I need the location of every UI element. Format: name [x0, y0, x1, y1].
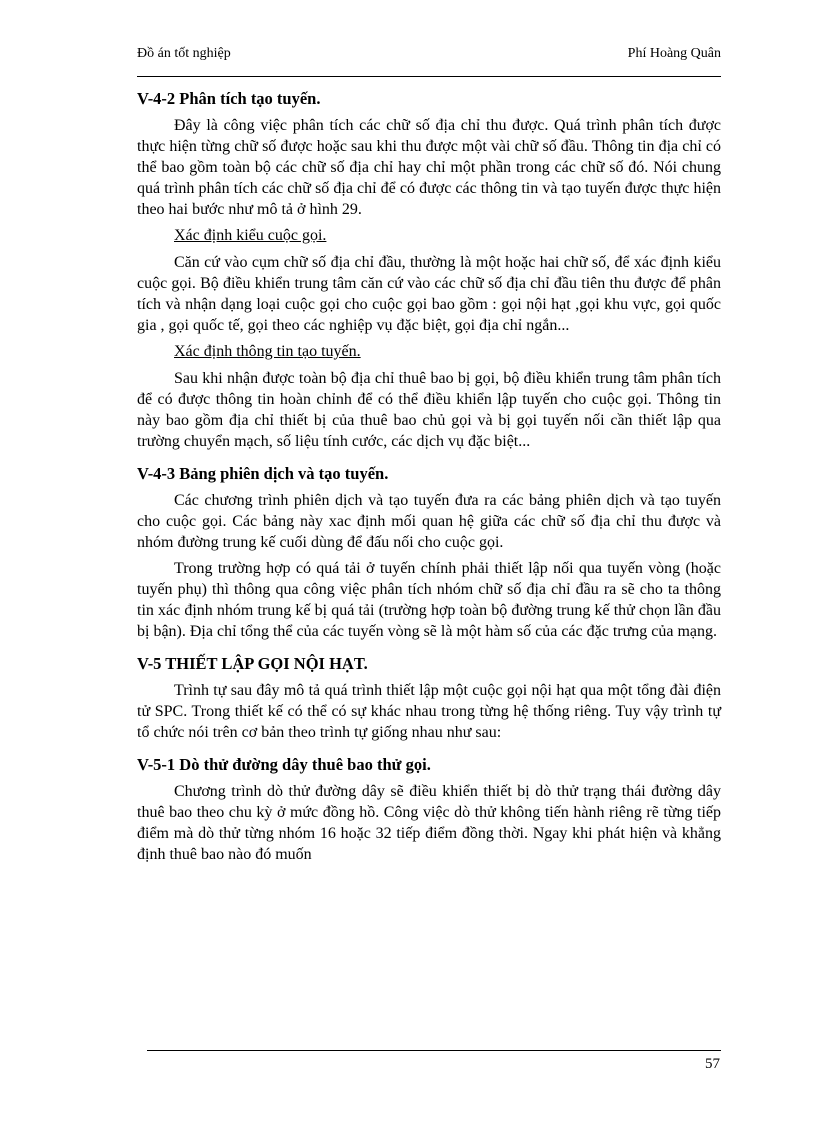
subheading-call-type: Xác định kiểu cuộc gọi. [174, 227, 327, 244]
paragraph: Đây là công việc phân tích các chữ số địa chỉ thu được. Quá trình phân tích được thực hiện từng chữ số được hoặc sau khi thu được một vài chữ số đầu. Thông tin địa chỉ có thể bao gồm toàn bộ các chữ số địa chỉ hay chỉ một phần trong các chữ số đó. Nói chung quá trình phân tích các chữ số địa chỉ để có được các thông tin và tạo tuyến được thực hiện theo hai bước như mô tả ở hình 29. [137, 117, 721, 218]
subheading-routing-info: Xác định thông tin tạo tuyến. [174, 343, 361, 360]
section-heading-v-4-3: V-4-3 Bảng phiên dịch và tạo tuyến. [137, 464, 389, 483]
paragraph: Các chương trình phiên dịch và tạo tuyến đưa ra các bảng phiên dịch và tạo tuyến cho cuộc gọi. Các bảng này xac định mối quan hệ giữa các chữ số địa chỉ thu được và nhóm đường trung kế cuối dùng để đấu nối cho cuộc gọi. [137, 492, 721, 551]
page-number: 57 [705, 1056, 720, 1072]
header-document-title: Đồ án tốt nghiệp [137, 46, 231, 61]
paragraph: Chương trình dò thử đường dây sẽ điều khiển thiết bị dò thử trạng thái đường dây thuê bao theo chu kỳ ở mức đồng hồ. Công việc dò thử không tiến hành riêng rẽ từng tiếp điểm mà dò thử từng nhóm 16 hoặc 32 tiếp điểm đồng thời. Ngay khi phát hiện và khẳng định thuê bao nào đó muốn [137, 783, 721, 863]
paragraph: Sau khi nhận được toàn bộ địa chỉ thuê bao bị gọi, bộ điều khiển trung tâm phân tích để có được thông tin hoàn chỉnh để có thể điều khiển lập tuyến cho cuộc gọi. Thông tin này bao gồm địa chỉ thiết bị của thuê bao chủ gọi và bị gọi tuyến nối cần thiết lập qua trường chuyển mạch, số liệu tính cước, các dịch vụ đặc biệt... [137, 370, 721, 450]
paragraph: Căn cứ vào cụm chữ số địa chỉ đầu, thường là một hoặc hai chữ số, để xác định kiểu cuộc gọi. Bộ điều khiển trung tâm căn cứ vào các chữ số địa chỉ đầu tiên thu được để phân tích và nhận dạng loại cuộc gọi cho cuộc gọi bao gồm : gọi nội hạt ,gọi khu vực, gọi quốc gia , gọi quốc tế, gọi theo các nghiệp vụ đặc biệt, gọi địa chỉ ngắn... [137, 254, 721, 334]
paragraph: Trong trường hợp có quá tải ở tuyến chính phải thiết lập nối qua tuyến vòng (hoặc tuyến phụ) thì thông qua công việc phân tích nhóm chữ số địa chỉ đầu ra sẽ cho ta thông tin xác định nhóm trung kế bị quá tải (trường hợp toàn bộ đường trung kế thử chọn lần đầu bị bận). Địa chỉ tổng thể của các tuyến vòng sẽ là một hàm số của các đặc trưng của mạng. [137, 560, 721, 640]
section-heading-v-4-2: V-4-2 Phân tích tạo tuyến. [137, 89, 321, 108]
paragraph: Trình tự sau đây mô tả quá trình thiết lập một cuộc gọi nội hạt qua một tổng đài điện tử SPC. Trong thiết kế có thể có sự khác nhau trong từng hệ thống riêng. Tuy vậy trình tự tổ chức nói trên cơ bản theo trình tự giống nhau như sau: [137, 682, 721, 741]
page-body [137, 88, 721, 870]
footer-rule [147, 1050, 721, 1051]
section-heading-v-5-1: V-5-1 Dò thử đường dây thuê bao thử gọi. [137, 755, 431, 774]
page-header [137, 46, 721, 66]
header-author: Phí Hoàng Quân [627, 46, 721, 61]
header-rule [137, 76, 721, 77]
section-heading-v-5: V-5 THIẾT LẬP GỌI NỘI HẠT. [137, 654, 368, 673]
